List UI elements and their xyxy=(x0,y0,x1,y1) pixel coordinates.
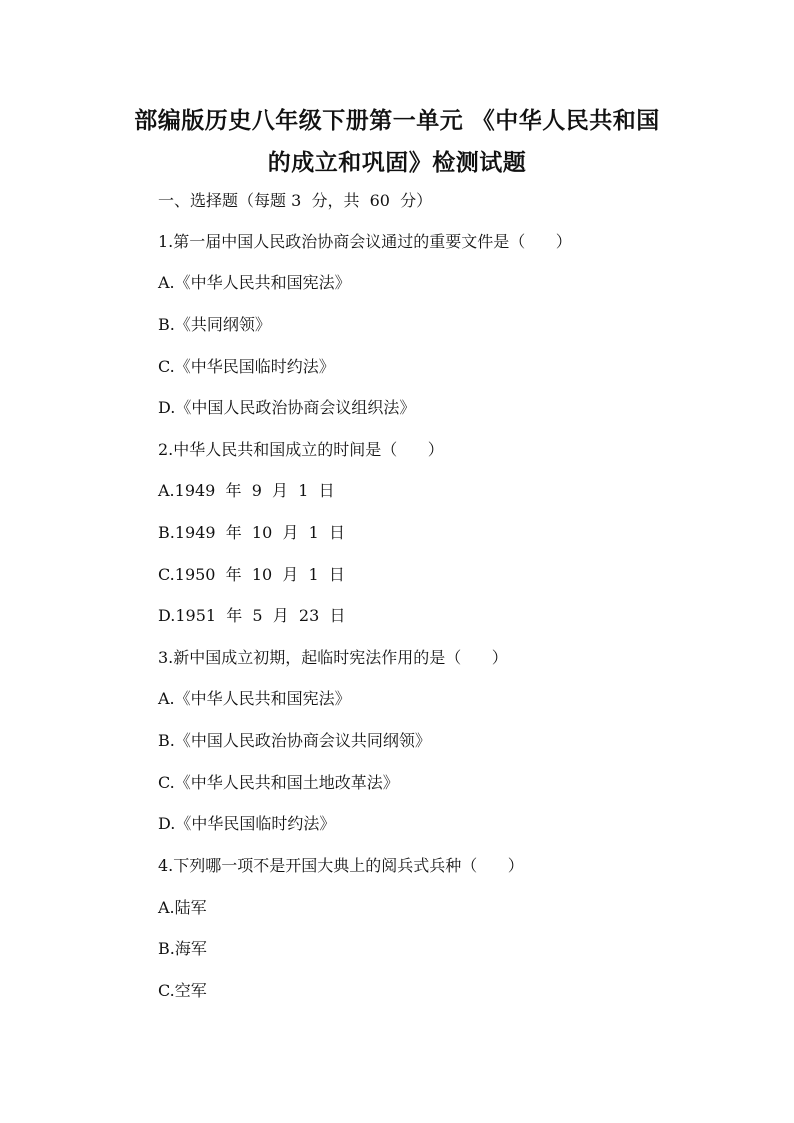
question-stem: 2.中华人民共和国成立的时间是（ ） xyxy=(158,440,444,459)
document-title-line-2: 的成立和巩固》检测试题 xyxy=(267,149,527,176)
question-option: A.1949 年 9 月 1 日 xyxy=(158,481,335,500)
question-option: D.《中国人民政治协商会议组织法》 xyxy=(158,398,416,417)
question-option: A.《中华人民共和国宪法》 xyxy=(158,689,351,708)
question-option: C.《中华民国临时约法》 xyxy=(158,357,335,376)
question-option: B.1949 年 10 月 1 日 xyxy=(158,523,345,542)
question-option: A.陆军 xyxy=(158,898,207,917)
question-option: C.1950 年 10 月 1 日 xyxy=(158,565,345,584)
document-title-line-1: 部编版历史八年级下册第一单元 《中华人民共和国 xyxy=(134,107,660,134)
section-heading: 一、选择题（每题 3 分，共 60 分） xyxy=(158,191,433,210)
question-option: B.海军 xyxy=(158,939,207,958)
question-stem: 4.下列哪一项不是开国大典上的阅兵式兵种（ ） xyxy=(158,856,524,875)
question-option: B.《共同纲领》 xyxy=(158,315,271,334)
question-stem: 3.新中国成立初期，起临时宪法作用的是（ ） xyxy=(158,648,508,667)
question-stem: 1.第一届中国人民政治协商会议通过的重要文件是（ ） xyxy=(158,232,572,251)
question-option: C.《中华人民共和国土地改革法》 xyxy=(158,773,399,792)
question-option: D.《中华民国临时约法》 xyxy=(158,814,336,833)
question-option: B.《中国人民政治协商会议共同纲领》 xyxy=(158,731,431,750)
question-option: D.1951 年 5 月 23 日 xyxy=(158,606,346,625)
question-option: C.空军 xyxy=(158,981,207,1000)
question-option: A.《中华人民共和国宪法》 xyxy=(158,273,351,292)
